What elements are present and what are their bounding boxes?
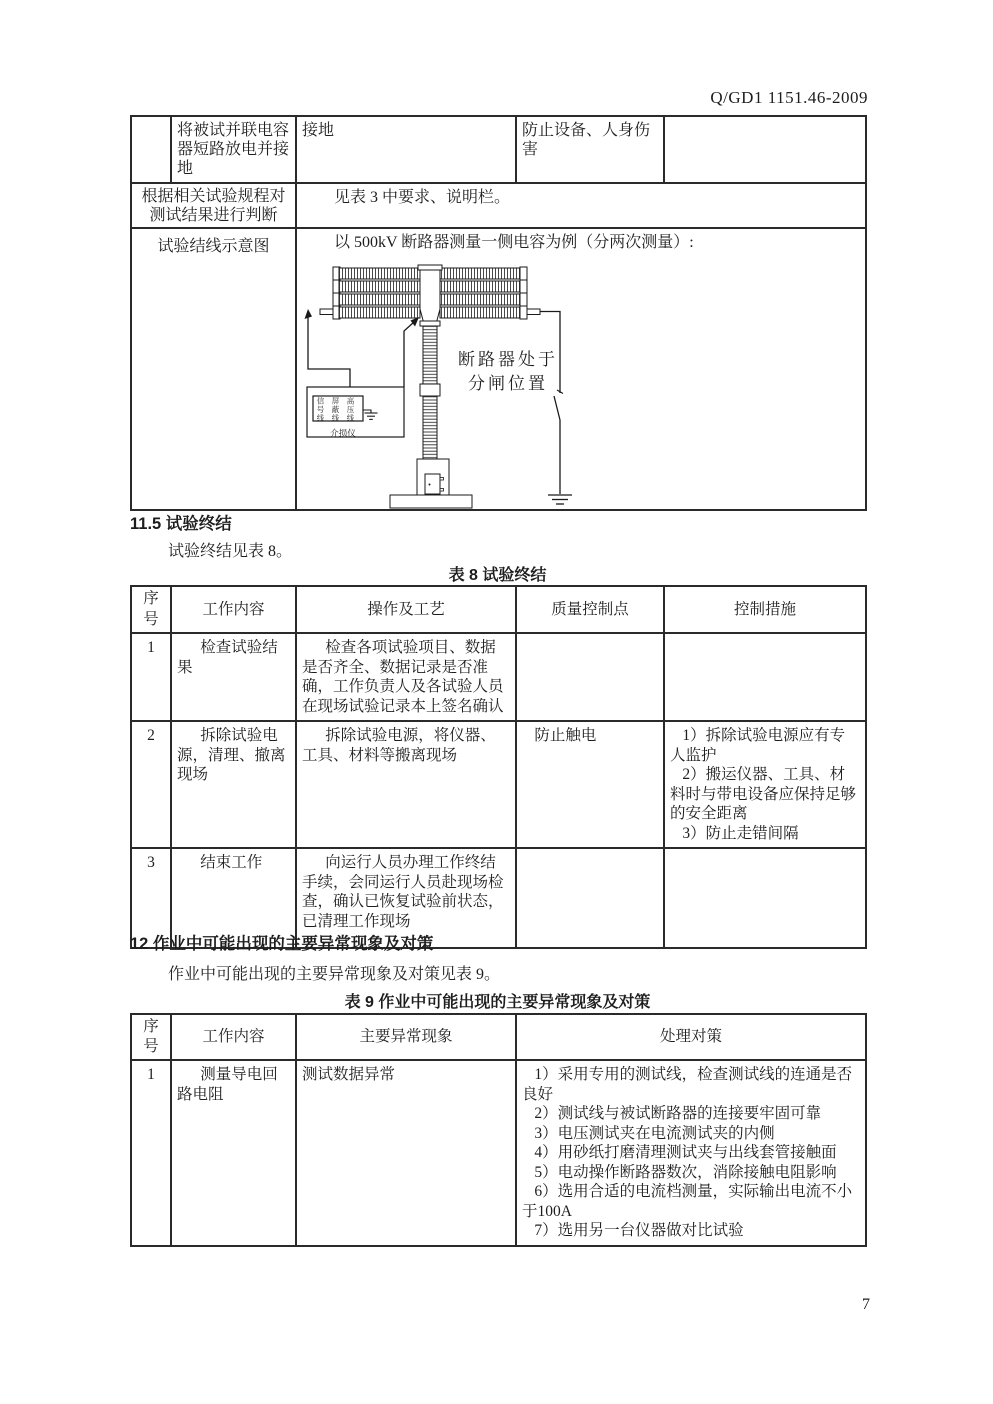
page-number: 7 xyxy=(862,1296,870,1313)
cell-quality xyxy=(516,848,664,948)
cell-measures-empty xyxy=(664,116,866,183)
table8 xyxy=(130,585,867,949)
diagram-caption: 以 500kV 断路器测量一侧电容为例（分两次测量）: xyxy=(334,234,694,251)
cell-operation: 接地 xyxy=(296,116,516,183)
header-operation: 操作及工艺 xyxy=(296,586,516,633)
cell-quality xyxy=(516,633,664,721)
cell-no: 1 xyxy=(131,1060,171,1246)
table9-header-row xyxy=(131,1014,866,1060)
header-phenomenon: 主要异常现象 xyxy=(296,1014,516,1060)
header-work: 工作内容 xyxy=(171,1014,296,1060)
standard-code: Q/GD1 1151.46-2009 xyxy=(710,88,868,107)
header-countermeasures: 处理对策 xyxy=(516,1014,866,1060)
header-no: 序号 xyxy=(131,586,171,633)
cell-operation: 检查各项试验项目、数据是否齐全、数据记录是否准确，工作负责人及各试验人员在现场试验记录本上签名确认 xyxy=(296,633,516,721)
header-no: 序号 xyxy=(131,1014,171,1060)
cell-no: 1 xyxy=(131,633,171,721)
cell-work: 检查试验结果 xyxy=(171,633,296,721)
hv-lead-label: 高压线 xyxy=(346,397,355,423)
section-heading-11-5: 11.5 试验终结 xyxy=(130,515,232,533)
table8-header-row xyxy=(131,586,866,633)
cell-operation: 向运行人员办理工作终结手续，会同运行人员赴现场检查，确认已恢复试验前状态，已清理工作现场 xyxy=(296,848,516,948)
signal-lead-label: 信号线 xyxy=(316,397,325,423)
cell-work: 将被试并联电容器短路放电并接地 xyxy=(171,116,296,183)
procedure-table-continuation xyxy=(130,115,867,511)
shield-lead-label: 屏蔽线 xyxy=(331,397,340,423)
cell-measures xyxy=(664,848,866,948)
cell-wiring-diagram xyxy=(296,228,866,510)
cell-operation: 拆除试验电源，将仪器、工具、材料等搬离现场 xyxy=(296,721,516,848)
header-work: 工作内容 xyxy=(171,586,296,633)
cell-judge-value: 见表 3 中要求、说明栏。 xyxy=(296,183,866,228)
section-heading-12: 12 作业中可能出现的主要异常现象及对策 xyxy=(130,935,434,953)
arrow-left-terminal xyxy=(305,309,313,319)
cell-work: 结束工作 xyxy=(171,848,296,948)
cell-work: 拆除试验电源，清理、撤离现场 xyxy=(171,721,296,848)
cell-quality: 防止设备、人身伤害 xyxy=(516,116,664,183)
table-row xyxy=(131,183,866,228)
table-row xyxy=(131,116,866,183)
cell-measures xyxy=(664,633,866,721)
breaker-state-text-line1: 断路器处于 xyxy=(458,350,558,369)
cell-judge-label: 根据相关试验规程对测试结果进行判断 xyxy=(131,183,296,228)
table-row xyxy=(131,228,866,510)
header-quality: 质量控制点 xyxy=(516,586,664,633)
cell-no-empty xyxy=(131,116,171,183)
wiring-diagram xyxy=(302,264,582,510)
table9-row-1 xyxy=(131,1060,866,1246)
cell-quality: 防止触电 xyxy=(516,721,664,848)
table8-row-2 xyxy=(131,721,866,848)
table8-row-1 xyxy=(131,633,866,721)
cell-no: 2 xyxy=(131,721,171,848)
header-measures: 控制措施 xyxy=(664,586,866,633)
right-lead xyxy=(540,312,563,495)
cell-measures: 1）拆除试验电源应有专人监护 2）搬运仪器、工具、材料时与带电设备应保持足够的安全距离 3）防止走错间隔 xyxy=(664,721,866,848)
cell-countermeasures: 1）采用专用的测试线，检查测试线的连通是否良好 2）测试线与被试断路器的连接要牢固可靠 3）电压测试夹在电流测试夹的内侧 4）用砂纸打磨清理测试夹与出线套管接触面 5）电动操作断路器数次，消除接触电阻影响 6）选用合适的电流档测量，实际输出电流不小于100A 7）选用另一台仪器做对比试验 xyxy=(516,1060,866,1246)
table9-caption: 表 9 作业中可能出现的主要异常现象及对策 xyxy=(344,994,651,1011)
cell-no: 3 xyxy=(131,848,171,948)
breaker-state-text-line2: 分闸位置 xyxy=(468,374,548,393)
cell-phenomenon: 测试数据异常 xyxy=(296,1060,516,1246)
ground-symbol-right xyxy=(548,495,572,504)
paragraph-12: 作业中可能出现的主要异常现象及对策见表 9。 xyxy=(168,966,501,983)
cell-wiring-label: 试验结线示意图 xyxy=(131,228,296,510)
table9 xyxy=(130,1013,867,1247)
cell-work: 测量导电回路电阻 xyxy=(171,1060,296,1246)
table8-caption: 表 8 试验终结 xyxy=(448,567,547,584)
open-switch-blade xyxy=(554,396,560,420)
instrument-label: 介损仪 xyxy=(330,428,356,438)
paragraph-11-5: 试验终结见表 8。 xyxy=(168,543,293,560)
